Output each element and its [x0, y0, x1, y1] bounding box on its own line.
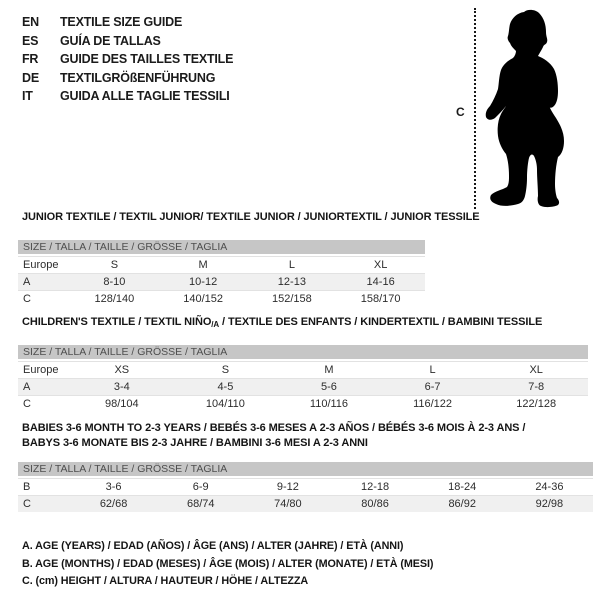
value-cell: 3-6	[70, 479, 157, 496]
height-row	[18, 291, 425, 308]
value-cell: 6-7	[381, 379, 485, 396]
legend-line-a: A. AGE (YEARS) / EDAD (AÑOS) / ÂGE (ANS) / ALTER (JAHRE) / ETÀ (ANNI)	[22, 540, 404, 552]
junior-section-title: JUNIOR TEXTILE / TEXTIL JUNIOR/ TEXTILE JUNIOR / JUNIORTEXTIL / JUNIOR TESSILE	[22, 211, 480, 223]
children-section-title	[22, 316, 542, 329]
language-row-es	[22, 32, 233, 51]
age-row	[18, 274, 425, 291]
language-row-it	[22, 87, 233, 106]
value-cell: 4-5	[174, 379, 278, 396]
measure-legend	[22, 538, 433, 591]
row-label: A	[18, 379, 70, 396]
size-col-header: L	[381, 362, 485, 379]
value-cell: 9-12	[244, 479, 331, 496]
size-col-header: L	[248, 257, 337, 274]
height-measure-dotted-line	[474, 8, 476, 209]
value-cell: 7-8	[484, 379, 588, 396]
value-cell: 14-16	[336, 274, 425, 291]
language-code: DE	[22, 70, 39, 85]
language-row-fr	[22, 50, 233, 69]
value-cell: 92/98	[506, 496, 593, 513]
toddler-silhouette-icon	[480, 0, 600, 215]
size-col-header: S	[174, 362, 278, 379]
language-row-en	[22, 13, 233, 32]
value-cell: 8-10	[70, 274, 159, 291]
guide-title-de: TEXTILGRÖßENFÜHRUNG	[60, 70, 216, 85]
row-label: C	[18, 291, 70, 308]
row-label: C	[18, 396, 70, 413]
size-col-header: XS	[70, 362, 174, 379]
babies-title-line2: BABYS 3-6 MONATE BIS 2-3 JAHRE / BAMBINI 3-6 MESI A 2-3 ANNI	[22, 437, 368, 449]
value-cell: 86/92	[419, 496, 506, 513]
value-cell: 68/74	[157, 496, 244, 513]
row-label: A	[18, 274, 70, 291]
legend-line-b: B. AGE (MONTHS) / EDAD (MESES) / ÂGE (MOIS) / ALTER (MONATE) / ETÀ (MESI)	[22, 557, 434, 570]
language-code: IT	[22, 89, 33, 103]
size-band-header: SIZE / TALLA / TAILLE / GRÖSSE / TAGLIA	[18, 240, 425, 254]
value-cell: 62/68	[70, 496, 157, 513]
junior-size-table	[18, 240, 425, 307]
height-row	[18, 396, 588, 413]
size-col-header: M	[277, 362, 381, 379]
value-cell: 12-18	[331, 479, 418, 496]
value-cell: 158/170	[336, 291, 425, 308]
value-cell: 24-36	[506, 479, 593, 496]
value-cell: 110/116	[277, 396, 381, 413]
babies-section-title	[22, 421, 525, 451]
children-title-sub: /A	[211, 320, 220, 329]
guide-title-en: TEXTILE SIZE GUIDE	[60, 15, 183, 29]
guide-title-fr: GUIDE DES TAILLES TEXTILE	[60, 52, 234, 66]
value-cell: 18-24	[419, 479, 506, 496]
value-cell: 140/152	[159, 291, 248, 308]
legend-line-c: C. (cm) HEIGHT / ALTURA / HAUTEUR / HÖHE / ALTEZZA	[22, 575, 309, 587]
language-row-de	[22, 69, 233, 88]
children-title-prefix: CHILDREN'S TEXTILE / TEXTIL NIÑO	[22, 316, 212, 328]
row-label: C	[18, 496, 70, 513]
age-months-row	[18, 479, 593, 496]
size-col-header: S	[70, 257, 159, 274]
guide-title-es: GUÍA DE TALLAS	[60, 33, 161, 48]
row-label: Europe	[18, 362, 70, 379]
value-cell: 122/128	[484, 396, 588, 413]
size-band-header: SIZE / TALLA / TAILLE / GRÖSSE / TAGLIA	[18, 345, 588, 359]
value-cell: 98/104	[70, 396, 174, 413]
language-code: ES	[22, 33, 39, 48]
children-size-table	[18, 345, 588, 412]
value-cell: 104/110	[174, 396, 278, 413]
value-cell: 5-6	[277, 379, 381, 396]
size-header-row	[18, 362, 588, 379]
language-code: FR	[22, 52, 39, 66]
measure-c-label: C	[456, 105, 465, 119]
value-cell: 80/86	[331, 496, 418, 513]
value-cell: 6-9	[157, 479, 244, 496]
value-cell: 128/140	[70, 291, 159, 308]
language-code: EN	[22, 15, 39, 29]
value-cell: 12-13	[248, 274, 337, 291]
size-col-header: M	[159, 257, 248, 274]
value-cell: 152/158	[248, 291, 337, 308]
children-title-suffix: / TEXTILE DES ENFANTS / KINDERTEXTIL / BAMBINI TESSILE	[219, 316, 543, 328]
row-label: B	[18, 479, 70, 496]
value-cell: 116/122	[381, 396, 485, 413]
babies-title-line1: BABIES 3-6 MONTH TO 2-3 YEARS / BEBÉS 3-6 MESES A 2-3 AÑOS / BÉBÉS 3-6 MOIS À 2-3 ANS /	[22, 422, 526, 434]
row-label: Europe	[18, 257, 70, 274]
value-cell: 74/80	[244, 496, 331, 513]
language-title-list	[22, 13, 233, 106]
babies-size-table	[18, 462, 593, 512]
guide-title-it: GUIDA ALLE TAGLIE TESSILI	[60, 89, 230, 103]
size-col-header: XL	[336, 257, 425, 274]
size-band-header: SIZE / TALLA / TAILLE / GRÖSSE / TAGLIA	[18, 462, 593, 476]
height-row	[18, 496, 593, 513]
value-cell: 10-12	[159, 274, 248, 291]
age-row	[18, 379, 588, 396]
size-header-row	[18, 257, 425, 274]
value-cell: 3-4	[70, 379, 174, 396]
size-col-header: XL	[484, 362, 588, 379]
